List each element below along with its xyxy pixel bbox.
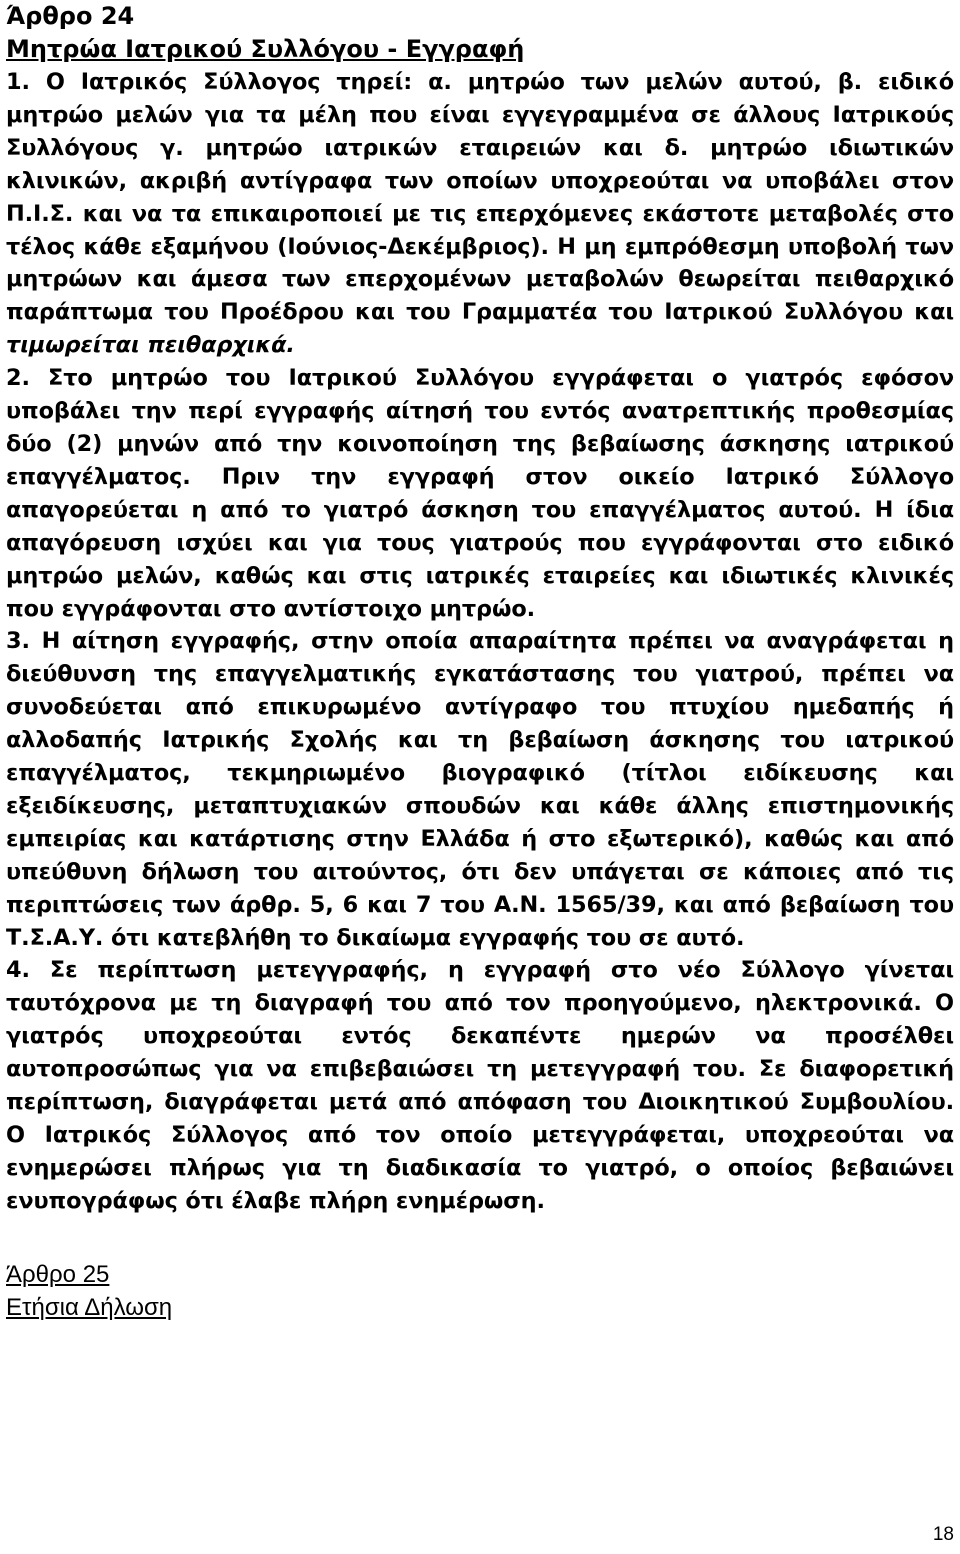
article-24-title: Άρθρο 24: [6, 2, 135, 30]
page-number: 18: [932, 1524, 954, 1545]
paragraph-4: 4. Σε περίπτωση μετεγγραφής, η εγγραφή στο νέο Σύλλογο γίνεται ταυτόχρονα με τη διαγραφή του από τον προηγούμενο, ηλεκτρονικά. Ο γιατρός υποχρεούται εντός δεκαπέντε ημερών να προσέλθει αυτοπροσώπως για να επιβεβαιώσει τη μετεγγραφή του. Σε διαφορετική περίπτωση, διαγράφεται μετά από απόφαση του Διοικητικού Συμβουλίου. Ο Ιατρικός Σύλλογος από τον οποίο μετεγγράφεται, υποχρεούται να ενημερώσει πλήρως για τη διαδικασία το γιατρό, ο οποίος βεβαιώνει ενυπογράφως ότι έλαβε πλήρη ενημέρωση.: [6, 957, 954, 1214]
paragraph-2: 2. Στο μητρώο του Ιατρικού Συλλόγου εγγράφεται ο γιατρός εφόσον υποβάλει την περί εγγραφής αίτησή του εντός ανατρεπτικής προθεσμίας δύο (2) μηνών από την κοινοποίηση της βεβαίωσης άσκησης ιατρικού επαγγέλματος. Πριν την εγγραφή στον οικείο Ιατρικό Σύλλογο απαγορεύεται η από το γιατρό άσκηση του επαγγέλματος αυτού. Η ίδια απαγόρευση ισχύει και για τους γιατρούς που εγγράφονται στο ειδικό μητρώο μελών, καθώς και στις ιατρικές εταιρείες και ιδιωτικές κλινικές που εγγράφονται στο αντίστοιχο μητρώο.: [6, 365, 954, 622]
paragraph-1-text: 1. Ο Ιατρικός Σύλλογος τηρεί: α. μητρώο των μελών αυτού, β. ειδικό μητρώο μελών για τα μέλη που είναι εγγεγραμμένα σε άλλους Ιατρικούς Συλλόγους γ. μητρώο ιατρικών εταιρειών και δ. μητρώο ιδιωτικών κλινικών, ακριβή αντίγραφα των οποίων υποχρεούται να υποβάλει στον Π.Ι.Σ. και να τα επικαιροποιεί με τις επερχόμενες εκάστοτε μεταβολές στο τέλος κάθε εξαμήνου (Ιούνιος-Δεκέμβριος). Η μη εμπρόθεσμη υποβολή των μητρώων και άμεσα των επερχομένων μεταβολών θεωρείται πειθαρχικό παράπτωμα του Προέδρου και του Γραμματέα του Ιατρικού Συλλόγου και: [6, 69, 954, 326]
paragraph-1: [6, 66, 954, 362]
document-page: [6, 0, 954, 1324]
section-gap: [6, 1218, 954, 1258]
paragraph-1-italic: τιμωρείται πειθαρχικά.: [6, 332, 295, 359]
article-25-title: Άρθρο 25: [6, 1260, 110, 1288]
article-24-subtitle: Μητρώα Ιατρικού Συλλόγου - Εγγραφή: [6, 35, 525, 63]
paragraph-3: 3. Η αίτηση εγγραφής, στην οποία απαραίτητα πρέπει να αναγράφεται η διεύθυνση της επαγγελματικής εγκατάστασης του γιατρού, πρέπει να συνοδεύεται από επικυρωμένο αντίγραφο του πτυχίου ημεδαπής ή αλλοδαπής Ιατρικής Σχολής και τη βεβαίωση άσκησης του ιατρικού επαγγέλματος, τεκμηριωμένο βιογραφικό (τίτλοι ειδίκευσης και εξειδίκευσης, μεταπτυχιακών σπουδών και κάθε άλλης επιστημονικής εμπειρίας και κατάρτισης στην Ελλάδα ή στο εξωτερικό), καθώς και από υπεύθυνη δήλωση του αιτούντος, ότι δεν υπάγεται σε κάποιες από τις περιπτώσεις των άρθρ. 5, 6 και 7 του Α.Ν. 1565/39, και από βεβαίωση του Τ.Σ.Α.Υ. ότι κατεβλήθη το δικαίωμα εγγραφής του σε αυτό.: [6, 628, 954, 951]
article-25-subtitle: Ετήσια Δήλωση: [6, 1293, 173, 1321]
